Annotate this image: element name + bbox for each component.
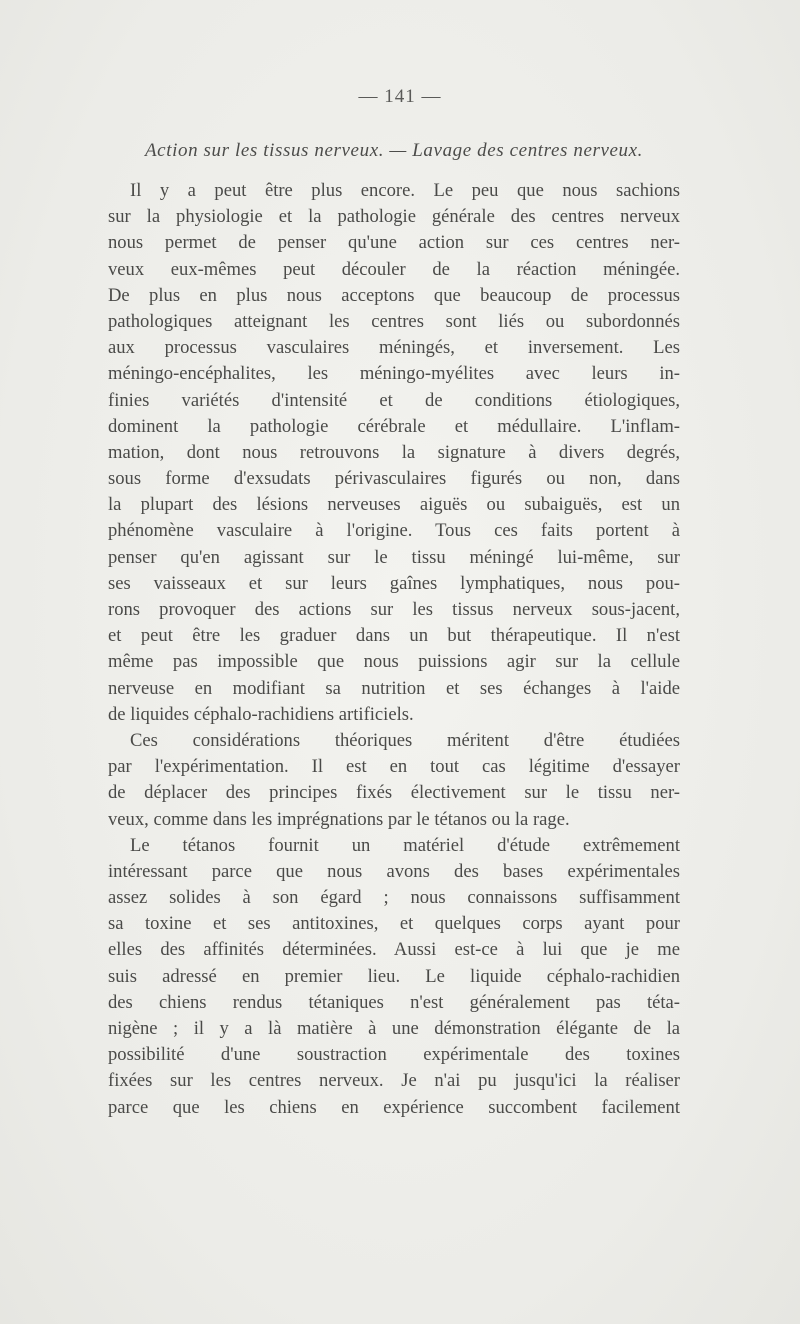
text-line: pathologiques atteignant les centres sont liés ou subordonnés — [108, 310, 680, 332]
text-line: suis adressé en premier lieu. Le liquide céphalo-rachidien — [108, 965, 680, 987]
text-line: de déplacer des principes fixés électivement sur le tissu ner- — [108, 782, 680, 804]
text-line: Ces considérations théoriques méritent d'être étudiées — [130, 729, 680, 751]
text-line: des chiens rendus tétaniques n'est généralement pas téta- — [108, 991, 680, 1013]
paragraph — [108, 178, 680, 728]
text-line: fixées sur les centres nerveux. Je n'ai pu jusqu'ici la réaliser — [108, 1070, 680, 1092]
paragraph — [108, 833, 680, 1121]
text-line: nigène ; il y a là matière à une démonstration élégante de la — [108, 1018, 680, 1039]
text-line: de liquides céphalo-rachidiens artificiels. — [108, 703, 414, 725]
text-line: De plus en plus nous acceptons que beaucoup de processus — [108, 284, 680, 306]
text-line: la plupart des lésions nerveuses aiguës ou subaiguës, est un — [108, 494, 680, 516]
text-line: finies variétés d'intensité et de conditions étiologiques, — [108, 389, 680, 411]
paragraph — [108, 728, 680, 833]
text-line: parce que les chiens en expérience succombent facilement — [108, 1096, 680, 1118]
body-text — [108, 178, 680, 1121]
text-line: veux eux-mêmes peut découler de la réaction méningée. — [108, 258, 680, 280]
text-line: Il y a peut être plus encore. Le peu que nous sachions — [130, 180, 680, 201]
text-line: phénomène vasculaire à l'origine. Tous ces faits portent à — [108, 520, 680, 542]
text-line: aux processus vasculaires méningés, et inversement. Les — [108, 337, 680, 359]
text-line: par l'expérimentation. Il est en tout cas légitime d'essayer — [108, 756, 680, 778]
text-line: elles des affinités déterminées. Aussi est-ce à lui que je me — [108, 939, 680, 961]
text-line: méningo-encéphalites, les méningo-myélites avec leurs in- — [108, 363, 680, 385]
text-line: et peut être les graduer dans un but thérapeutique. Il n'est — [108, 625, 680, 647]
text-line: penser qu'en agissant sur le tissu méningé lui-même, sur — [108, 546, 680, 568]
text-line: dominent la pathologie cérébrale et médullaire. L'inflam- — [108, 415, 680, 437]
text-line: intéressant parce que nous avons des bases expérimentales — [108, 860, 680, 882]
text-line: sur la physiologie et la pathologie générale des centres nerveux — [108, 206, 680, 228]
text-line: Le tétanos fournit un matériel d'étude extrêmement — [130, 834, 680, 856]
text-line: ses vaisseaux et sur leurs gaînes lymphatiques, nous pou- — [108, 572, 680, 594]
text-line: sous forme d'exsudats périvasculaires figurés ou non, dans — [108, 468, 680, 490]
page-number: — 141 — — [358, 86, 442, 107]
text-line: même pas impossible que nous puissions agir sur la cellule — [108, 651, 680, 673]
running-head: Action sur les tissus nerveux. — Lavage des centres nerveux. — [144, 140, 644, 161]
text-line: nous permet de penser qu'une action sur ces centres ner- — [108, 232, 680, 254]
text-line: veux, comme dans les imprégnations par le tétanos ou la rage. — [108, 808, 570, 830]
text-line: possibilité d'une soustraction expérimentale des toxines — [108, 1044, 680, 1066]
text-line: nerveuse en modifiant sa nutrition et ses échanges à l'aide — [108, 677, 680, 699]
text-line: sa toxine et ses antitoxines, et quelques corps ayant pour — [108, 913, 680, 935]
text-line: assez solides à son égard ; nous connaissons suffisamment — [108, 887, 680, 909]
text-line: mation, dont nous retrouvons la signature à divers degrés, — [108, 441, 680, 463]
text-line: rons provoquer des actions sur les tissus nerveux sous-jacent, — [108, 599, 680, 620]
